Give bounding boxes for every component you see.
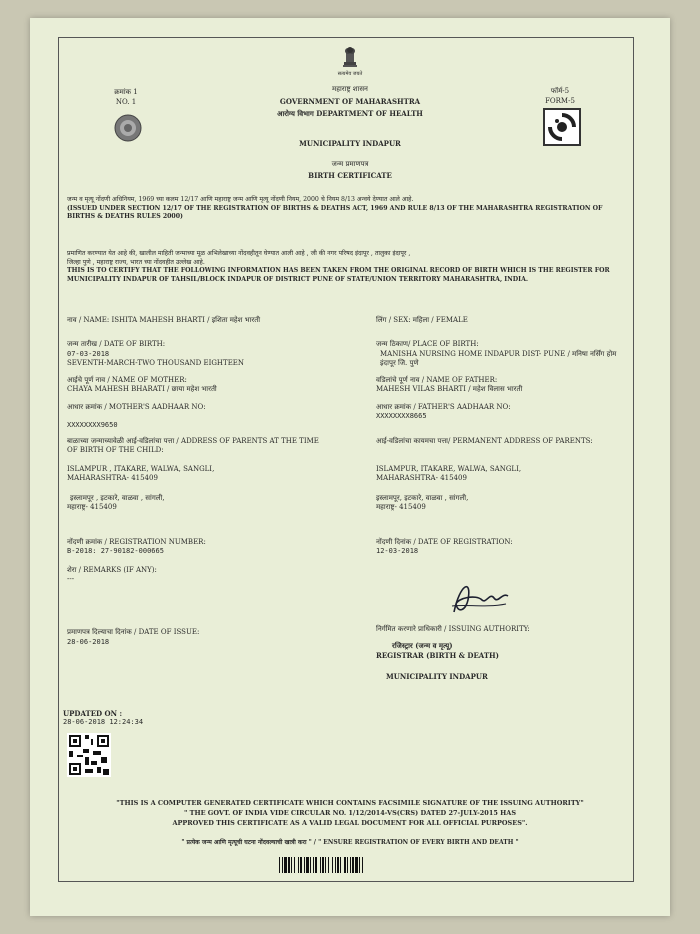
remarks-label: शेरा / REMARKS (IF ANY):: [67, 566, 157, 574]
registrar-office: MUNICIPALITY INDAPUR: [386, 672, 488, 681]
municipal-seal-icon: [113, 113, 143, 143]
municipality-name: MUNICIPALITY INDAPUR: [299, 139, 401, 148]
mother-name-value: CHAYA MAHESH BHARATI / छाया महेश भारती: [67, 385, 217, 393]
father-name-label: वडिलांचे पूर्ण नाव / NAME OF FATHER:: [376, 376, 498, 384]
registrar-title-en: REGISTRAR (BIRTH & DEATH): [376, 651, 499, 660]
certify-statement-en-2: MUNICIPALITY INDAPUR OF TAHSIL/BLOCK INDAPUR OF DISTRICT PUNE OF STATE/UNION TERRITORY MAHARASHTRA, INDIA.: [67, 275, 529, 283]
issuing-statement-en-1: (ISSUED UNDER SECTION 12/17 OF THE REGISTRATION OF BIRTHS & DEATHS ACT, 1969 AND RULE 8/13 OF THE MAHARASHTRA REGISTRATION OF: [67, 204, 603, 212]
certificate-title-en: BIRTH CERTIFICATE: [308, 171, 392, 180]
issuing-statement-en-2: BIRTHS & DEATHS RULES 2000): [67, 213, 183, 220]
father-aadhaar-value: XXXXXXXX8665: [376, 412, 427, 420]
pob-value-2: इंदापूर जि. पुणे: [380, 359, 419, 367]
updated-on-value: 28-06-2018 12:24:34: [63, 718, 144, 726]
certify-statement-mr-2: जिल्हा पुणे , महाराष्ट्र राज्य, भारत च्या नोंदवहीत उल्लेख आहे.: [67, 258, 205, 266]
qr-code: [67, 733, 111, 777]
emblem-caption: सत्यमेव जयते: [337, 71, 363, 77]
certify-statement-mr-1: प्रमाणित करण्यात येत आहे की, खालील माहिती जन्माच्या मूळ अभिलेखाच्या नोंदवहीतून घेण्यात आली आहे , जी की नगर परिषद इंदापूर , तालुका इंदापूर ,: [67, 250, 411, 257]
government-en: GOVERNMENT OF MAHARASHTRA: [279, 97, 421, 106]
registration-number-label: नोंदणी क्रमांक / REGISTRATION NUMBER:: [67, 538, 206, 546]
footer-approval: APPROVED THIS CERTIFICATE AS A VALID LEGAL DOCUMENT FOR ALL OFFICIAL PURPOSES".: [172, 819, 528, 827]
mother-name-label: आईचे पूर्ण नाव / NAME OF MOTHER:: [67, 376, 187, 384]
address-at-birth-en-1: ISLAMPUR , ITAKARE, WALWA, SANGLI,: [67, 465, 215, 473]
dob-in-words: SEVENTH-MARCH-TWO THOUSAND EIGHTEEN: [67, 359, 245, 367]
registrar-signature: [446, 574, 516, 620]
certify-statement: [67, 250, 632, 284]
issuing-authority-label: निर्गमित करणारे प्राधिकारी / ISSUING AUTHORITY:: [376, 625, 530, 633]
issuing-statement-mr: जन्म व मृत्यू नोंदणी अधिनियम, 1969 च्या कलम 12/17 आणि महाराष्ट्र जन्म आणि मृत्यू नोंदणी नियम, 2000 चे नियम 8/13 अन्वये देण्यात आले आहे.: [67, 196, 414, 203]
registration-number-value: B-2018: 27-90182-000665: [67, 547, 164, 555]
barcode: [278, 857, 426, 873]
permanent-address-mr-2: महाराष्ट्र- 415409: [376, 503, 426, 511]
mother-aadhaar-value: XXXXXXXX9650: [67, 421, 118, 429]
father-aadhaar-label: आधार क्रमांक / FATHER'S AADHAAR NO:: [376, 403, 511, 411]
department: आरोग्य विभाग DEPARTMENT OF HEALTH: [277, 109, 423, 118]
government-mr: महाराष्ट्र शासन: [332, 85, 368, 93]
issuing-statement: [67, 196, 632, 222]
updated-on-label: UPDATED ON :: [63, 709, 123, 718]
permanent-address-en-2: MAHARASHTRA- 415409: [376, 474, 467, 482]
remarks-value: ---: [67, 575, 75, 583]
mother-aadhaar-label: आधार क्रमांक / MOTHER'S AADHAAR NO:: [67, 403, 206, 411]
national-emblem-icon: [338, 46, 362, 70]
registration-date-value: 12-03-2018: [376, 547, 419, 555]
footer-computer-generated: "THIS IS A COMPUTER GENERATED CERTIFICATE WHICH CONTAINS FACSIMILE SIGNATURE OF THE ISSUING AUTHORITY": [116, 799, 584, 807]
registrar-title-mr: रजिस्ट्रार (जन्म व मृत्यू): [392, 641, 453, 650]
serial-number-en: NO. 1: [115, 98, 137, 106]
child-name: नाव / NAME: ISHITA MAHESH BHARTI / इशिता महेश भारती: [67, 316, 261, 324]
health-department-logo-icon: [543, 108, 581, 146]
address-at-birth-mr-2: महाराष्ट्र- 415409: [67, 503, 117, 511]
date-of-issue-label: प्रमाणपत्र दिल्याचा दिनांक / DATE OF ISSUE:: [67, 628, 200, 636]
certificate-title-mr: जन्म प्रमाणपत्र: [331, 160, 369, 168]
date-of-issue-value: 28-06-2018: [67, 638, 110, 646]
child-sex: लिंग / SEX: महिला / FEMALE: [376, 316, 468, 324]
form-number-en: FORM-5: [545, 97, 575, 105]
pob-value-1: MANISHA NURSING HOME INDAPUR DIST- PUNE / मनिषा नर्सिंग होम: [380, 350, 617, 358]
address-at-birth-label-1: बाळाच्या जन्माच्यावेळी आई-वडिलांचा पत्ता / ADDRESS OF PARENTS AT THE TIME: [67, 437, 319, 445]
dob-value: 07-03-2018: [67, 350, 110, 358]
footer-circular: " THE GOVT. OF INDIA VIDE CIRCULAR NO. 1/12/2014-VS(CRS) DATED 27-JULY-2015 HAS: [183, 809, 517, 817]
address-at-birth-en-2: MAHARASHTRA- 415409: [67, 474, 158, 482]
father-name-value: MAHESH VILAS BHARTI / महेश विलास भारती: [376, 385, 523, 393]
permanent-address-mr-1: इस्लामपूर, इटकारे, वाळवा , सांगली,: [376, 494, 469, 502]
dob-label: जन्म तारीख / DATE OF BIRTH:: [67, 340, 166, 348]
form-number-mr: फॉर्म-5: [550, 87, 570, 95]
permanent-address-label: आई-वडिलांचा कायमचा पत्ता/ PERMANENT ADDRESS OF PARENTS:: [376, 437, 593, 445]
registration-date-label: नोंदणी दिनांक / DATE OF REGISTRATION:: [376, 538, 513, 546]
certify-statement-en-1: THIS IS TO CERTIFY THAT THE FOLLOWING INFORMATION HAS BEEN TAKEN FROM THE ORIGINAL RECORD OF BIRTH WHICH IS THE REGISTER FOR: [67, 267, 610, 274]
pob-label: जन्म ठिकाण/ PLACE OF BIRTH:: [376, 340, 479, 348]
address-at-birth-mr-1: इस्लामपूर , इटकारे, वाळवा , सांगली,: [70, 494, 165, 502]
footer-ensure-registration: " प्रत्येक जन्म आणि मृत्यूची घटना नोंदवल्याची खात्री करा " / " ENSURE REGISTRATION OF EVERY BIRTH AND DEATH ": [181, 839, 519, 846]
serial-number-mr: क्रमांक 1: [114, 88, 138, 96]
permanent-address-en-1: ISLAMPUR, ITAKARE, WALWA, SANGLI,: [376, 465, 522, 473]
address-at-birth-label-2: OF BIRTH OF THE CHILD:: [67, 446, 164, 454]
